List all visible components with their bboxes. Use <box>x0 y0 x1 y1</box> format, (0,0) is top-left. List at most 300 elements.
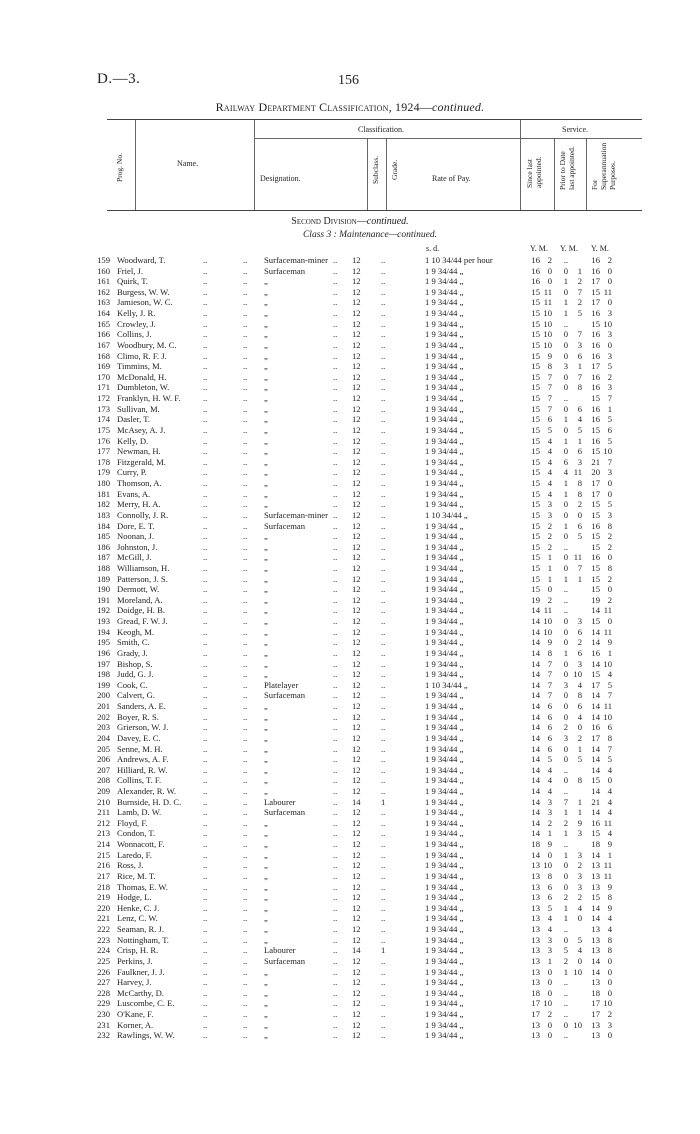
leader-dots: .. <box>243 754 248 765</box>
employee-name: Friel, J. <box>117 265 144 276</box>
designation: „ <box>264 403 268 414</box>
since-months: 4 <box>547 446 552 457</box>
prior-years: .. <box>563 839 568 850</box>
employee-name: Hilliard, R. W. <box>117 764 168 775</box>
prior-years: .. <box>563 1009 568 1020</box>
super-months: 3 <box>607 350 612 361</box>
super-years: 16 <box>591 403 600 414</box>
super-months: 4 <box>607 669 612 680</box>
designation: „ <box>264 414 268 425</box>
subclass: 12 <box>352 786 361 796</box>
designation: „ <box>264 276 268 287</box>
designation: „ <box>264 605 268 616</box>
leader-dots: .. <box>203 743 208 754</box>
since-months: 4 <box>547 488 552 499</box>
leader-dots: .. <box>333 987 338 998</box>
super-months: 3 <box>607 329 612 340</box>
rate-of-pay: 1 10 34/44 „ <box>425 679 468 690</box>
leader-dots: .. <box>203 361 208 372</box>
employee-name: Quirk, T. <box>117 276 148 287</box>
rate-of-pay: 1 9 34/44 „ <box>425 329 464 340</box>
prior-months: 8 <box>577 382 582 393</box>
employee-name: Lenz, C. W. <box>117 913 158 924</box>
super-years: 17 <box>591 276 600 287</box>
subclass: 12 <box>352 913 361 924</box>
super-years: 14 <box>591 690 600 701</box>
rate-of-pay: 1 9 34/44 „ <box>425 902 464 913</box>
employee-name: Curry, P. <box>117 467 147 478</box>
table-row <box>0 765 700 776</box>
grade: .. <box>381 318 386 329</box>
employee-name: Senne, M. H. <box>117 743 163 754</box>
employee-name: Burgess, W. W. <box>117 286 170 297</box>
prog-no: 208 <box>97 775 110 786</box>
prog-no: 197 <box>97 658 110 669</box>
rate-of-pay: 1 9 34/44 „ <box>425 382 464 393</box>
since-months: 0 <box>547 966 552 977</box>
prog-no: 192 <box>97 605 110 616</box>
super-years: 21 <box>591 456 600 467</box>
super-years: 15 <box>591 424 600 435</box>
prog-no: 200 <box>97 690 110 701</box>
leader-dots: .. <box>333 626 338 637</box>
prior-years: 0 <box>563 870 568 881</box>
leader-dots: .. <box>243 531 248 542</box>
grade: .. <box>381 435 386 446</box>
prog-no: 206 <box>97 754 110 765</box>
leader-dots: .. <box>333 966 338 977</box>
leader-dots: .. <box>333 679 338 690</box>
prog-no: 219 <box>97 892 110 903</box>
super-months: 4 <box>607 807 612 818</box>
subclass: 12 <box>352 955 361 966</box>
prior-years: 0 <box>563 286 568 297</box>
prior-years: 0 <box>563 637 568 648</box>
prior-months: 5 <box>577 934 582 945</box>
since-years: 14 <box>531 637 540 648</box>
leader-dots: .. <box>333 743 338 754</box>
table-row <box>0 266 700 277</box>
leader-dots: .. <box>203 509 208 520</box>
since-years: 15 <box>531 350 540 361</box>
super-years: 15 <box>591 318 600 329</box>
since-years: 14 <box>531 754 540 765</box>
leader-dots: .. <box>243 499 248 510</box>
table-row <box>0 839 700 850</box>
super-months: 0 <box>607 339 612 350</box>
since-months: 4 <box>547 764 552 775</box>
leader-dots: .. <box>203 552 208 563</box>
table-row <box>0 425 700 436</box>
since-years: 14 <box>531 701 540 712</box>
designation: „ <box>264 488 268 499</box>
prog-no: 224 <box>97 945 110 956</box>
designation: „ <box>264 350 268 361</box>
prior-years: 0 <box>563 754 568 765</box>
since-years: 13 <box>531 945 540 956</box>
employee-name: Kelly, J. R. <box>117 308 156 319</box>
grade: .. <box>381 860 386 871</box>
prior-months: 1 <box>577 361 582 372</box>
designation: „ <box>264 1030 268 1041</box>
subclass: 12 <box>352 616 361 627</box>
leader-dots: .. <box>243 669 248 680</box>
prior-months: 0 <box>577 913 582 924</box>
super-months: 1 <box>607 849 612 860</box>
prior-years: 0 <box>563 403 568 414</box>
prior-years: .. <box>563 998 568 1009</box>
super-months: 0 <box>607 955 612 966</box>
subclass: 12 <box>352 828 361 839</box>
grade: .. <box>381 531 386 542</box>
division-label: Second Division— <box>291 216 367 227</box>
since-years: 15 <box>531 297 540 308</box>
since-months: 6 <box>547 722 552 733</box>
units-ym-since: Y. M. <box>530 244 548 253</box>
grade: .. <box>381 839 386 850</box>
since-years: 14 <box>531 849 540 860</box>
prior-years: .. <box>563 255 568 265</box>
super-years: 15 <box>591 775 600 786</box>
since-years: 14 <box>531 796 540 807</box>
prog-no: 228 <box>97 987 110 998</box>
employee-name: Floyd, F. <box>117 817 148 828</box>
since-months: 0 <box>547 584 552 595</box>
super-years: 13 <box>591 870 600 881</box>
since-months: 0 <box>547 987 552 998</box>
section-title <box>0 216 700 227</box>
prior-months: 7 <box>577 562 582 573</box>
super-years: 15 <box>591 669 600 680</box>
prog-no: 221 <box>97 913 110 924</box>
rate-of-pay: 1 9 34/44 „ <box>425 945 464 956</box>
grade: .. <box>381 424 386 435</box>
leader-dots: .. <box>203 711 208 722</box>
leader-dots: .. <box>203 860 208 871</box>
prog-no: 196 <box>97 647 110 658</box>
table-row <box>0 404 700 415</box>
prior-years: 0 <box>563 881 568 892</box>
prior-years: .. <box>563 977 568 988</box>
prior-years: 0 <box>563 350 568 361</box>
prog-no: 160 <box>97 265 110 276</box>
leader-dots: .. <box>203 403 208 414</box>
super-months: 2 <box>607 531 612 542</box>
prior-years: 1 <box>563 478 568 489</box>
super-months: 0 <box>607 276 612 287</box>
prog-no: 231 <box>97 1019 110 1030</box>
super-years: 19 <box>591 594 600 605</box>
since-years: 14 <box>531 732 540 743</box>
leader-dots: .. <box>333 775 338 786</box>
leader-dots: .. <box>203 817 208 828</box>
rate-of-pay: 1 9 34/44 „ <box>425 467 464 478</box>
prior-years: .. <box>563 1030 568 1041</box>
subclass: 12 <box>352 1030 361 1041</box>
super-months: 8 <box>607 934 612 945</box>
subclass: 12 <box>352 817 361 828</box>
super-months: 8 <box>607 520 612 531</box>
since-years: 13 <box>531 881 540 892</box>
employee-name: Perkins, J. <box>117 955 153 966</box>
leader-dots: .. <box>203 987 208 998</box>
leader-dots: .. <box>333 732 338 743</box>
since-years: 14 <box>531 828 540 839</box>
leader-dots: .. <box>203 828 208 839</box>
since-months: 10 <box>543 998 552 1009</box>
leader-dots: .. <box>203 573 208 584</box>
super-months: 3 <box>607 509 612 520</box>
prog-no: 177 <box>97 446 110 457</box>
employee-name: Faulkner, J. J. <box>117 966 165 977</box>
designation: „ <box>264 902 268 913</box>
grade: .. <box>381 478 386 489</box>
super-years: 16 <box>591 350 600 361</box>
super-months: 3 <box>607 1019 612 1030</box>
leader-dots: .. <box>243 488 248 499</box>
prior-months: 9 <box>577 817 582 828</box>
grade: .. <box>381 1019 386 1030</box>
super-months: 0 <box>607 265 612 276</box>
grade: .. <box>381 690 386 701</box>
super-years: 14 <box>591 743 600 754</box>
leader-dots: .. <box>243 902 248 913</box>
prog-no: 190 <box>97 584 110 595</box>
super-months: 4 <box>607 764 612 775</box>
since-months: 4 <box>547 435 552 446</box>
subclass: 12 <box>352 711 361 722</box>
super-months: 4 <box>607 924 612 935</box>
since-months: 10 <box>543 860 552 871</box>
subclass: 12 <box>352 626 361 637</box>
prog-no: 193 <box>97 616 110 627</box>
leader-dots: .. <box>333 722 338 733</box>
super-years: 13 <box>591 924 600 935</box>
employee-name: Andrews, A. F. <box>117 754 169 765</box>
rate-of-pay: 1 9 34/44 „ <box>425 924 464 935</box>
prog-no: 218 <box>97 881 110 892</box>
super-years: 14 <box>591 626 600 637</box>
division-continued: continued. <box>366 216 409 227</box>
since-years: 13 <box>531 1030 540 1041</box>
table-row <box>0 744 700 755</box>
since-months: 6 <box>547 892 552 903</box>
prog-no: 170 <box>97 371 110 382</box>
table-row <box>0 1009 700 1020</box>
leader-dots: .. <box>243 722 248 733</box>
prior-months: 6 <box>577 647 582 658</box>
since-years: 15 <box>531 520 540 531</box>
table-row <box>0 850 700 861</box>
subclass: 12 <box>352 541 361 552</box>
since-months: 5 <box>547 902 552 913</box>
table-row <box>0 467 700 478</box>
employee-name: Judd, G. J. <box>117 669 154 680</box>
employee-name: Franklyn, H. W. F. <box>117 393 181 404</box>
prog-no: 185 <box>97 531 110 542</box>
since-months: 5 <box>547 754 552 765</box>
employee-name: Smith, C. <box>117 637 150 648</box>
since-months: 0 <box>547 1019 552 1030</box>
leader-dots: .. <box>243 892 248 903</box>
subclass: 12 <box>352 701 361 712</box>
super-years: 18 <box>591 839 600 850</box>
super-years: 16 <box>591 552 600 563</box>
rate-of-pay: 1 9 34/44 „ <box>425 265 464 276</box>
subclass: 12 <box>352 467 361 478</box>
leader-dots: .. <box>333 531 338 542</box>
prog-no: 226 <box>97 966 110 977</box>
grade: .. <box>381 403 386 414</box>
rate-of-pay: 1 9 34/44 „ <box>425 732 464 743</box>
super-years: 14 <box>591 754 600 765</box>
prior-years: 4 <box>563 467 568 478</box>
grade: .. <box>381 786 386 796</box>
prior-months: 3 <box>577 658 582 669</box>
table-row <box>0 382 700 393</box>
designation: „ <box>264 1019 268 1030</box>
prior-months: 0 <box>577 955 582 966</box>
service-header: Service. <box>562 125 588 134</box>
since-months: 10 <box>543 329 552 340</box>
prior-months: 3 <box>577 339 582 350</box>
rate-of-pay: 1 9 34/44 „ <box>425 637 464 648</box>
grade: .. <box>381 361 386 372</box>
rate-of-pay: 1 9 34/44 „ <box>425 754 464 765</box>
super-months: 3 <box>607 382 612 393</box>
since-months: 10 <box>543 308 552 319</box>
employee-name: Luscombe, C. E. <box>117 998 175 1009</box>
prior-years: 2 <box>563 955 568 966</box>
employee-name: Rice, M. T. <box>117 870 156 881</box>
leader-dots: .. <box>243 339 248 350</box>
prog-no: 223 <box>97 934 110 945</box>
designation: „ <box>264 339 268 350</box>
subclass: 12 <box>352 764 361 775</box>
leader-dots: .. <box>203 499 208 510</box>
rate-of-pay: 1 9 34/44 „ <box>425 276 464 287</box>
leader-dots: .. <box>333 329 338 340</box>
leader-dots: .. <box>203 605 208 616</box>
subclass: 12 <box>352 255 361 265</box>
prior-years: 0 <box>563 860 568 871</box>
since-months: 6 <box>547 743 552 754</box>
designation: „ <box>264 594 268 605</box>
table-row <box>0 797 700 808</box>
grade: .. <box>381 902 386 913</box>
employee-name: Williamson, H. <box>117 562 170 573</box>
super-years: 17 <box>591 679 600 690</box>
prior-years: 1 <box>563 647 568 658</box>
grade: .. <box>381 573 386 584</box>
super-months: 0 <box>607 584 612 595</box>
prior-months: 10 <box>573 966 582 977</box>
table-row <box>0 818 700 829</box>
prior-months: 6 <box>577 350 582 361</box>
designation: „ <box>264 913 268 924</box>
leader-dots: .. <box>333 509 338 520</box>
leader-dots: .. <box>333 828 338 839</box>
designation: „ <box>264 1009 268 1020</box>
super-years: 13 <box>591 881 600 892</box>
rate-of-pay: 1 9 34/44 „ <box>425 616 464 627</box>
prior-months: 6 <box>577 446 582 457</box>
table-row <box>0 913 700 924</box>
since-years: 15 <box>531 541 540 552</box>
prog-no: 171 <box>97 382 110 393</box>
prog-no: 209 <box>97 786 110 796</box>
since-years: 15 <box>531 414 540 425</box>
super-years: 16 <box>591 414 600 425</box>
employee-name: Dumbleton, W. <box>117 382 170 393</box>
prog-no: 186 <box>97 541 110 552</box>
prior-months: 1 <box>577 435 582 446</box>
table-row <box>0 457 700 468</box>
prior-years: 3 <box>563 361 568 372</box>
since-years: 15 <box>531 562 540 573</box>
prior-years: 0 <box>563 339 568 350</box>
leader-dots: .. <box>243 446 248 457</box>
since-years: 15 <box>531 467 540 478</box>
rate-of-pay: 1 9 34/44 „ <box>425 478 464 489</box>
since-months: 10 <box>543 616 552 627</box>
leader-dots: .. <box>203 594 208 605</box>
designation: „ <box>264 998 268 1009</box>
leader-dots: .. <box>243 255 248 265</box>
rate-of-pay: 1 9 34/44 „ <box>425 817 464 828</box>
subclass: 12 <box>352 478 361 489</box>
subclass: 14 <box>352 945 361 956</box>
since-months: 1 <box>547 573 552 584</box>
subclass-header: Subclass. <box>371 155 380 184</box>
since-years: 13 <box>531 892 540 903</box>
since-years: 15 <box>531 478 540 489</box>
prog-no: 181 <box>97 488 110 499</box>
table-row <box>0 552 700 563</box>
since-months: 4 <box>547 924 552 935</box>
grade: .. <box>381 456 386 467</box>
prior-years: .. <box>563 605 568 616</box>
leader-dots: .. <box>243 509 248 520</box>
subclass: 12 <box>352 329 361 340</box>
since-months: 7 <box>547 382 552 393</box>
rate-of-pay: 1 9 34/44 „ <box>425 488 464 499</box>
super-years: 14 <box>591 637 600 648</box>
leader-dots: .. <box>243 966 248 977</box>
super-months: 11 <box>603 860 612 871</box>
super-years: 13 <box>591 1019 600 1030</box>
leader-dots: .. <box>203 966 208 977</box>
super-months: 11 <box>603 701 612 712</box>
prior-months: 6 <box>577 520 582 531</box>
employee-name: Ross, J. <box>117 860 144 871</box>
grade: .. <box>381 265 386 276</box>
leader-dots: .. <box>203 265 208 276</box>
table-row <box>0 521 700 532</box>
grade: .. <box>381 562 386 573</box>
super-months: 9 <box>607 839 612 850</box>
since-months: 3 <box>547 945 552 956</box>
subclass: 12 <box>352 977 361 988</box>
since-years: 15 <box>531 382 540 393</box>
table-row <box>0 967 700 978</box>
leader-dots: .. <box>333 403 338 414</box>
leader-dots: .. <box>333 541 338 552</box>
rate-of-pay: 1 9 34/44 „ <box>425 350 464 361</box>
super-months: 4 <box>607 913 612 924</box>
leader-dots: .. <box>203 435 208 446</box>
rate-of-pay: 1 9 34/44 „ <box>425 297 464 308</box>
